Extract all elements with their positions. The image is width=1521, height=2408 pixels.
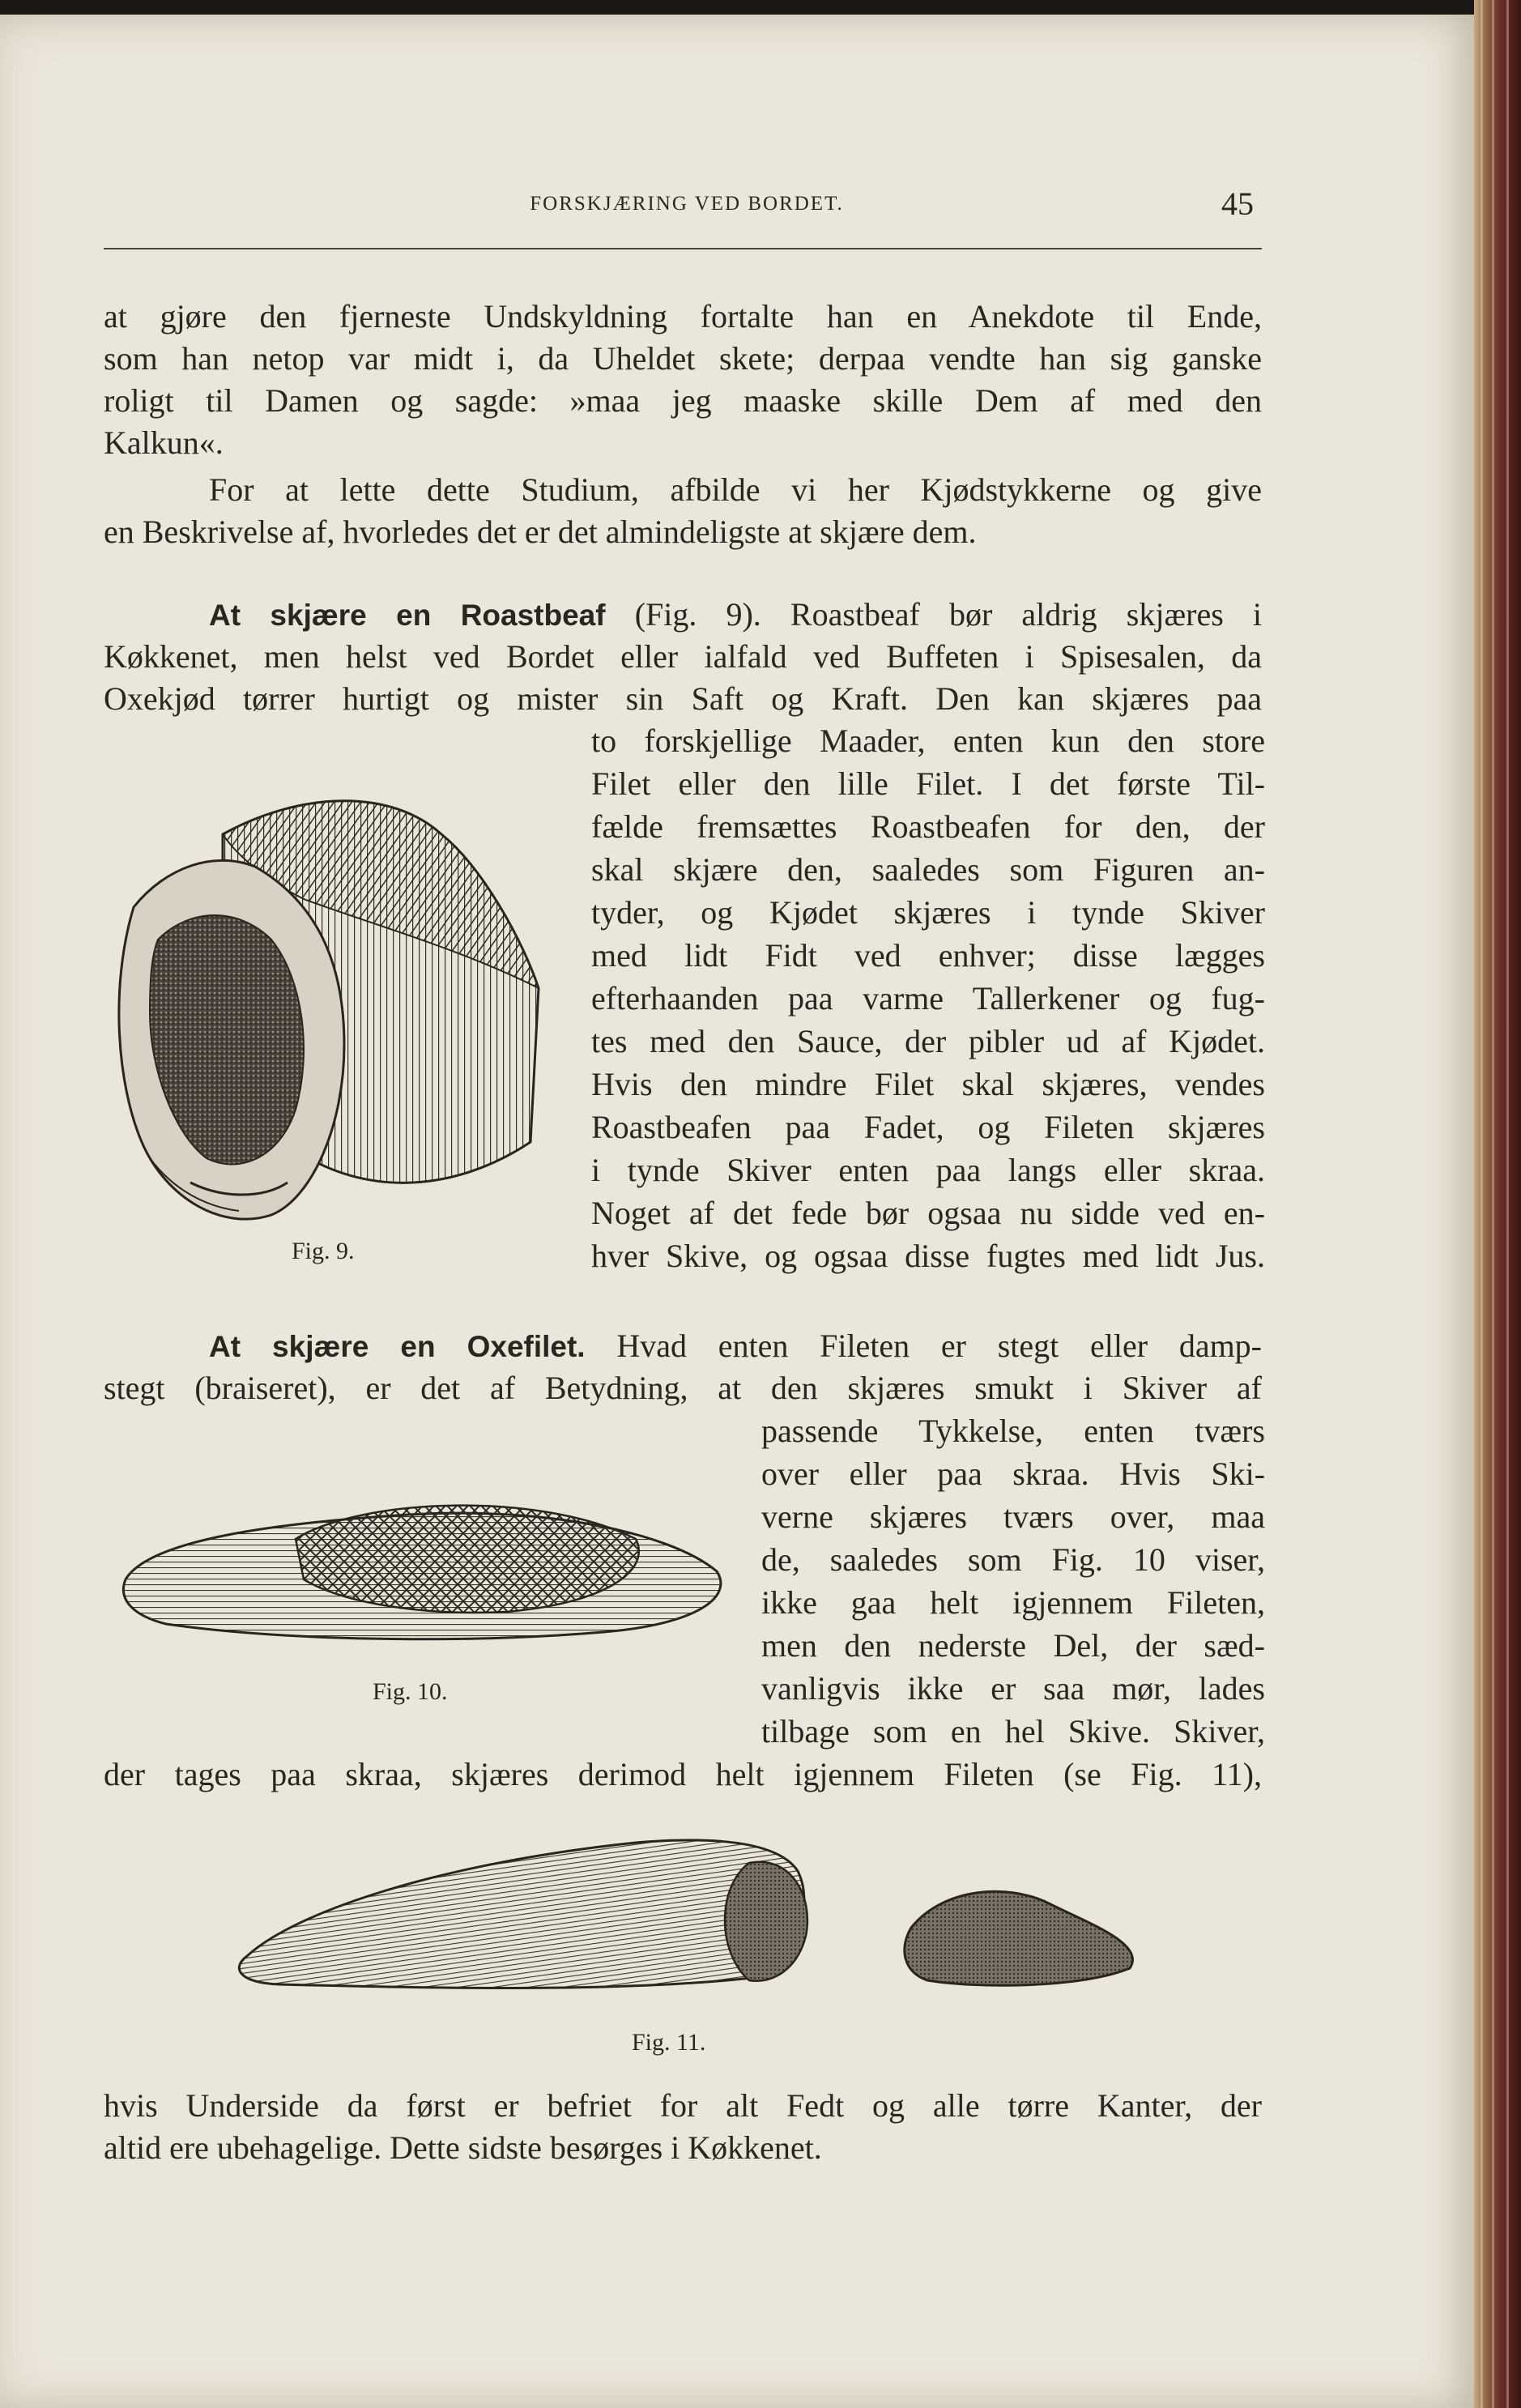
body-line: Kalkun«.: [104, 424, 224, 461]
body-line: i tynde Skiver enten paa langs eller skraa.: [591, 1152, 1265, 1188]
body-line: Filet eller den lille Filet. I det første Til-: [591, 765, 1265, 802]
body-line: som han netop var midt i, da Uheldet skete; derpaa vendte han sig ganske: [104, 340, 1262, 377]
body-line: men den nederste Del, der sæd-: [761, 1627, 1265, 1664]
body-line: Oxekjød tørrer hurtigt og mister sin Saft og Kraft. Den kan skjæres paa: [104, 680, 1262, 717]
body-line: vanligvis ikke er saa mør, lades: [761, 1670, 1265, 1707]
body-line: roligt til Damen og sagde: »maa jeg maaske skille Dem af med den: [104, 382, 1262, 419]
page-number: 45: [1221, 185, 1254, 222]
section-first-line-text: Hvad enten Fileten er stegt eller damp-: [616, 1328, 1263, 1364]
body-line: over eller paa skraa. Hvis Ski-: [761, 1455, 1265, 1492]
body-line: Roastbeafen paa Fadet, og Fileten skjæres: [591, 1109, 1265, 1145]
figure-caption-10: Fig. 10.: [373, 1678, 448, 1705]
body-line: tyder, og Kjødet skjæres i tynde Skiver: [591, 894, 1265, 931]
figure-caption-11: Fig. 11.: [632, 2029, 706, 2056]
body-line: Køkkenet, men helst ved Bordet eller ialfald ved Buffeten i Spisesalen, da: [104, 638, 1262, 675]
body-line: efterhaanden paa varme Tallerkener og fug-: [591, 980, 1265, 1016]
body-line: en Beskrivelse af, hvorledes det er det almindeligste at skjære dem.: [104, 514, 977, 550]
body-line: tilbage som en hel Skive. Skiver,: [761, 1713, 1265, 1750]
header-rule: [104, 248, 1262, 249]
body-line: at gjøre den fjerneste Undskyldning fortalte han en Anekdote til Ende,: [104, 298, 1262, 335]
figure-caption-9: Fig. 9.: [292, 1238, 355, 1264]
book-spine: [1474, 0, 1521, 2408]
section-first-line: [209, 1326, 1262, 1367]
body-line: de, saaledes som Fig. 10 viser,: [761, 1541, 1265, 1578]
section-heading-roastbeaf: At skjære en Roastbeaf: [209, 599, 606, 632]
body-line: fælde fremsættes Roastbeafen for den, der: [591, 808, 1265, 845]
section-first-line-text: (Fig. 9). Roastbeaf bør aldrig skjæres i: [634, 596, 1263, 633]
roastbeaf-illustration: [101, 778, 555, 1231]
body-line: Noget af det fede bør ogsaa nu sidde ved en-: [591, 1195, 1265, 1231]
body-line: altid ere ubehagelige. Dette sidste besørges i Køkkenet.: [104, 2129, 822, 2166]
body-line: hver Skive, og ogsaa disse fugtes med lidt Jus.: [591, 1238, 1265, 1274]
body-line: tes med den Sauce, der pibler ud af Kjødet.: [591, 1023, 1265, 1059]
body-line: der tages paa skraa, skjæres derimod helt igjennem Fileten (se Fig. 11),: [104, 1756, 1262, 1792]
body-line: verne skjæres tværs over, maa: [761, 1498, 1265, 1535]
body-line: to forskjellige Maader, enten kun den store: [591, 722, 1265, 759]
sliced-filet-illustration: [231, 1822, 1146, 2001]
body-line: ikke gaa helt igjennem Fileten,: [761, 1584, 1265, 1621]
section-heading-oxefilet: At skjære en Oxefilet.: [209, 1330, 586, 1363]
body-line: med lidt Fidt ved enhver; disse lægges: [591, 937, 1265, 974]
body-line: passende Tykkelse, enten tværs: [761, 1413, 1265, 1449]
body-line: Hvis den mindre Filet skal skjæres, vendes: [591, 1066, 1265, 1102]
body-line: stegt (braiseret), er det af Betydning, at den skjæres smukt i Skiver af: [104, 1370, 1262, 1406]
running-head: FORSKJÆRING VED BORDET.: [530, 193, 844, 215]
body-line: skal skjære den, saaledes som Figuren an-: [591, 851, 1265, 888]
body-line: hvis Underside da først er befriet for alt Fedt og alle tørre Kanter, der: [104, 2087, 1262, 2124]
body-line: For at lette dette Studium, afbilde vi her Kjødstykkerne og give: [209, 471, 1262, 508]
oxefilet-illustration: [117, 1482, 733, 1644]
section-first-line: [209, 595, 1262, 636]
